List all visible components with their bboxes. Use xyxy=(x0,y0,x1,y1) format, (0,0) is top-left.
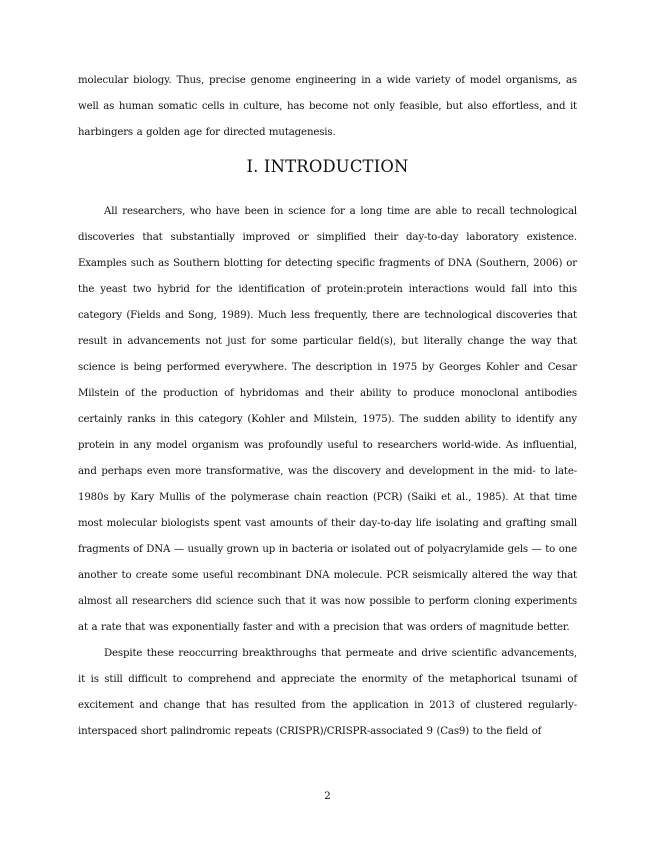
introduction-body xyxy=(78,199,577,745)
continued-paragraph: molecular biology. Thus, precise genome engineering in a wide variety of model organisms, as well as human somatic cells in culture, has become not only feasible, but also effortless, and it harbingers a golden age for directed mutagenesis. xyxy=(78,75,577,138)
introduction-paragraph-2: Despite these reoccurring breakthroughs that permeate and drive scientific advancements, it is still difficult to comprehend and appreciate the enormity of the metaphorical tsunami of excitement and change that has resulted from the application in 2013 of clustered regularly-interspaced short palindromic repeats (CRISPR)/CRISPR-associated 9 (Cas9) to the field of xyxy=(78,648,577,737)
page-number: 2 xyxy=(324,790,331,802)
continued-paragraph-block xyxy=(78,68,577,146)
introduction-paragraph-1: All researchers, who have been in science for a long time are able to recall technological discoveries that substantially improved or simplified their day-to-day laboratory existence. Examples such as Southern blotting for detecting specific fragments of DNA (Southern, 2006) or the yeast two hybrid for the identification of protein:protein interactions would fall into this category (Fields and Song, 1989). Much less frequently, there are technological discoveries that result in advancements not just for some particular field(s), but literally change the way that science is being performed everywhere. The description in 1975 by Georges Kohler and Cesar Milstein of the production of hybridomas and their ability to produce monoclonal antibodies certainly ranks in this category (Kohler and Milstein, 1975). The sudden ability to identify any protein in any model organism was profoundly useful to researchers world-wide. As influential, and perhaps even more transformative, was the discovery and development in the mid- to late-1980s by Kary Mullis of the polymerase chain reaction (PCR) (Saiki et al., 1985). At that time most molecular biologists spent vast amounts of their day-to-day life isolating and grafting small fragments of DNA — usually grown up in bacteria or isolated out of polyacrylamide gels — to one another to create some useful recombinant DNA molecule. PCR seismically altered the way that almost all researchers did science such that it was now possible to perform cloning experiments at a rate that was exponentially faster and with a precision that was orders of magnitude better. xyxy=(78,206,578,633)
section-heading-introduction: I. INTRODUCTION xyxy=(246,157,409,176)
